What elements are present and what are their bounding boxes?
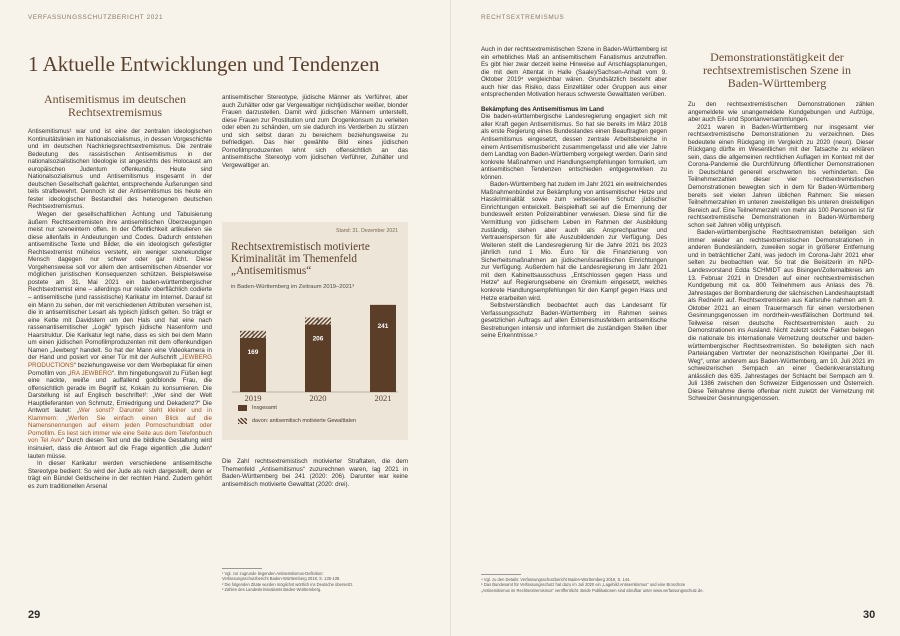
paragraph: Zu den rechtsextremistischen Demonstrationen zählen angemeldete wie unangemeldete Kundgebungen und Aufzüge, aber auch Eil- und Spontanversammlungen. (688, 101, 874, 124)
paragraph: Die baden-württembergische Landesregierung engagiert sich mit aller Kraft gegen Antisemitismus. So hat sie bereits im März 2018 als erste Regierung eines Bundeslandes einen Beauftragten gegen Antisemitismus eingesetzt, dessen zentrale Arbeitsbereiche in einem Antisemitismusbericht zusammengefasst und alle vier Jahre dem Landtag von Baden-Württemberg vorgelegt werden. Darin sind konkrete Maßnahmen und Handlungsempfehlungen formuliert, um antisemitischen Tendenzen entschieden entgegenwirken zu können. (481, 113, 667, 181)
page-number-right: 30 (863, 609, 876, 621)
footnote: ⁴ Vgl. zu den Details: Verfassungsschutzbericht Baden-Württemberg 2019, S. 144. (481, 577, 631, 582)
paragraph: In dieser Karikatur werden verschiedene antisemitische Stereotype bedient: So wird der Jude als reich dargestellt, denn er trägt ein Bündel Geldscheine in der rechten Hand. Zudem gehört es zum traditionellen Arsenal (28, 460, 212, 490)
x-tick-2021: 2021 (374, 393, 392, 403)
data-label-2021: 241 (377, 322, 389, 330)
highlight-text: JEWBERG PRODUCTIONS (28, 354, 212, 369)
paragraph: Auch in der rechtsextremistischen Szene in Baden-Württemberg ist ein erhebliches Maß an antisemitischem Fanatismus anzutreffen. Es gibt hier zwar derzeit keine Hinweise auf Anschlagsplanungen, die mit dem Attentat in Halle (Saale)/Sachsen-Anhalt vom 9. Oktober 2019⁴ vergleichbar wären. Grundsätzlich besteht aber auch hier das Risiko, dass Einzeltäter oder Gruppen aus einer entsprechenden Motivation heraus schwerste Gewalttaten verüben. (481, 46, 667, 99)
legend-swatch-solid (238, 405, 247, 411)
paragraph: antisemitischer Stereotype, jüdische Männer als Verführer, aber auch Zuhälter oder gar Vergewaltiger nichtjüdischer weißer, blonder Frauen darzustellen. Damit wird jüdischen Männern unterstellt, diese Frauen zur Prostitution und zum Drogenkonsum zu verleiten oder eben zu schänden, um sie dadurch ins Verderben zu stürzen und sich selbst daran zu bereichern beziehungsweise zu befriedigen. Das hier gewählte Bild eines jüdischen Pornofilmproduzenten lehnt sich offensichtlich an das antisemitische Stereotyp vom jüdischen Verführer, Zuhälter und Vergewaltiger an. (222, 94, 408, 169)
chart-panel (222, 222, 408, 440)
right-column-1 (481, 46, 667, 566)
paragraph: Antisemitismus¹ war und ist eine der zentralen ideologischen Kontinuitätslinien im Nationalsozialismus, in dessen Vorgeschichte und im deutschen Nachkriegsrechtsextremismus. Die zentrale Bedeutung des rassistischen Antisemitismus in der nationalsozialistischen Ideologie ist angesichts des Holocaust am europäischen Judentum offenkundig. Heute sind Nationalsozialismus und Antisemitismus insgesamt in der deutschen Gesellschaft geächtet, entsprechende Äußerungen sind teils strafbewehrt. Dennoch ist der Antisemitismus bis heute ein fester ideologischer Bestandteil des heterogenen deutschen Rechtsextremismus. (28, 128, 212, 211)
footnote: ³ Zahlen des Landeskriminalamts Baden-Württemberg. (222, 586, 322, 592)
data-label-2020: 206 (312, 335, 324, 343)
paragraph: Selbstverständlich beobachtet auch das Landesamt für Verfassungsschutz Baden-Württemberg im Rahmen seines gesetzlichen Auftrags auf allen Extremismusfeldern antisemitische Bestrebungen intensiv und informiert die zuständigen Stellen über seine Erkenntnisse.⁵ (481, 302, 667, 340)
chart-stand: Stand: 31. Dezember 2021 (335, 228, 398, 234)
legend-label: davon: antisemitisch motivierte Gewalttaten (252, 418, 356, 424)
page-number-left: 29 (28, 609, 41, 621)
footnote: ¹ Vgl. zur zugrunde liegenden Antisemitismus-Definition: (222, 571, 324, 576)
running-head-left: VERFASSUNGSSCHUTZBERICHT 2021 (28, 14, 164, 21)
bar-total-2020 (305, 318, 331, 392)
text-run: Wegen der gesellschaftlichen Ächtung und Tabuisierung äußern Rechtsextremisten ihre antisemitischen Überzeugungen meist nur szeneintern offen. In der Öffentlichkeit artikulieren sie diese allenfalls in Andeutungen und Codes. Dadurch entstehen antisemitische Texte und Bilder, die ein ideologisch gefestigter Rechtsextremist mühelos versteht, ein weniger szenekundiger Mensch dagegen nur schwer oder gar nicht. Diese Vorgehensweise soll vor allem den antisemitischen Absender vor möglichen juristischen Konsequenzen schützen. Beispielsweise postete am 31. Mai 2021 ein baden-württembergischer Rechtsextremist eine – allerdings nur relativ oberflächlich codierte – antisemitische (und rassistische) Karikatur im Internet. Darauf ist ein Mann zu sehen, der mit verschiedenen Attributen versehen ist, die in antisemitischer Lesart als typisch jüdisch gelten. So trägt er eine Kette mit Davidstern um den Hals und hat eine nach rassenantisemitischer „Logik“ typisch jüdische Nasenform und Haarstruktur. Die Karikatur legt nahe, dass es sich bei dem Mann um einen jüdischen Pornofilmproduzenten mit dem offenkundigen Namen „Jewberg“ handelt. So hat der Mann eine Videokamera in der Hand und posiert vor einer Tür mit der Aufschrift „ (28, 211, 212, 362)
footnote: „Antisemitismus im Rechtsextremismus“ veröffentlicht. Beide Publikationen sind abrufbar unter www.verfassungsschutz.de. (481, 587, 704, 593)
footnote: ² Die folgenden Zitate wurden möglichst wörtlich ins Deutsche übersetzt. (222, 581, 354, 587)
section-title-antisemitismus: Antisemitismus im deutschen Rechtsextremismus (44, 92, 186, 119)
chart-subtitle: in Baden-Württemberg im Zeitraum 2019–2021³ (231, 284, 355, 290)
chart-title: Rechtsextremistisch motivierte Kriminalität im Themenfeld „Antisemitismus“ (231, 241, 370, 277)
section-title-demonstrationen: Demonstrationstätigkeit der rechtsextremistischen Szene in Baden-Württemberg (703, 50, 851, 90)
text-run: “. Ihm hingebungsvoll zu Füßen liegt eine nackte, weiße und auffallend goldblonde Frau, die offensichtlich gerade im Begriff ist, Kokain zu konsumieren. Die Darstellung ist auf Englisch beschriftet²: „Wer sind der Welt Hauptlieferanten von Schmutz, Erniedrigung und Dekadenz?“ Die Antwort lautet: „ (28, 369, 212, 415)
subheading: Bekämpfung des Antisemitismus im Land (481, 105, 604, 113)
running-head-right: RECHTSEXTREMISMUS (481, 14, 565, 21)
footnotes-left (222, 571, 408, 592)
right-column-2 (688, 101, 874, 571)
violence-label-2019: 1 (251, 332, 255, 339)
legend-item-total (238, 405, 277, 411)
footnote-rule (222, 568, 262, 569)
footnote: Verfassungsschutzbericht Baden-Württemberg 2018, S. 135-139. (222, 576, 341, 582)
highlight-text: IRA JEWBERG (69, 369, 113, 377)
text-run: “ beziehungsweise vor dem Werbeplakat für einen Pornofilm von „ (28, 361, 212, 377)
x-tick-2019: 2019 (244, 393, 262, 403)
right-page (450, 0, 900, 636)
left-column-1 (28, 128, 212, 606)
paragraph: Die Zahl rechtsextremistisch motivierter Straftaten, die dem Themenfeld „Antisemitismus“ zuzurechnen waren, lag 2021 in Baden-Württemberg bei 241 (2020: 206). Darunter war keine antisemitisch motivierte Gewalttat (2020: drei). (222, 458, 408, 488)
footnotes-right (481, 577, 876, 593)
legend-swatch-hatch (238, 418, 247, 424)
paragraph (28, 211, 212, 460)
violence-label-2020: 3 (316, 319, 320, 326)
paragraph: 2021 waren in Baden-Württemberg nur insgesamt vier rechtsextremistische Demonstrationen zu verzeichnen. Dies bedeutete einen Rückgang im Vergleich zu 2020 (neun). Dieser Rückgang dürfte im Wesentlichen mit der Tatsache zu erklären sein, dass die allgemeinen rechtlichen Auflagen im Kontext mit der Corona-Pandemie die Durchführung öffentlicher Demonstrationen in Deutschland generell erschwerten bis verhinderten. Die Teilnehmerzahlen dieser vier rechtsextremistischen Demonstrationen bewegten sich in dem für Baden-Württemberg bereits seit vielen Jahren üblichen Rahmen: Sie wiesen Teilnehmerzahlen im unteren zweistelligen bis unteren dreistelligen Bereich auf. Eine Teilnehmerzahl von mehr als 100 Personen ist für rechtsextremistische Demonstrationen in Baden-Württemberg schon seit Jahren völlig untypisch. (688, 123, 874, 229)
footnote: ⁵ Das Bundesamt für Verfassungsschutz hat dazu im Juli 2020 ein „Lagebild Antisemitismus“ und eine Broschüre (481, 582, 686, 588)
legend-label: Insgesamt (252, 405, 277, 411)
footnote-rule (481, 574, 521, 575)
highlight-text: Wer sonst? Darunter steht kleiner und in Klammern: „Werfen Sie einfach einen Blick auf die Namensnennungen auf einem jeden Pornoschundblatt oder Pornofilm. Es liest sich immer wie eine Seite aus dem Telefonbuch von Tel Aviv (28, 407, 212, 445)
bar-total-2019 (240, 331, 266, 392)
paragraph: Baden-württembergische Rechtsextremisten beteiligen sich immer wieder an rechtsextremistischen Demonstrationen in anderen Bundesländern, zuweilen sogar in größerer Entfernung und in beträchtlicher Zahl, was jedoch im Corona-Jahr 2021 eher selten zu beobachten war. So trat die Beisitzerin im NPD-Landesvorstand Edda SCHMIDT aus Bisingen/Zollernalbkreis am 13. Februar 2021 in Dresden auf einer rechtsextremistischen Kundgebung mit ca. 800 Teilnehmern aus Anlass des 76. Jahrestages der Bombardierung der sächsischen Landeshauptstadt als Rednerin auf. Rechtsextremisten aus Karlsruhe nahmen am 9. Oktober 2021 an einem Trauermarsch für einen verstorbenen Gesinnungsgenossen im nordrhein-westfälischen Dortmund teil. Teilweise reisen deutsche Rechtsextremisten auch zu Demonstrationen ins Ausland. Nicht zuletzt solche Fakten belegen die nationale bis internationale Vernetzung deutscher und baden-württembergischer Rechtsextremisten. So beteiligten sich nach Parteiangaben Vertreter der neonazistischen Kleinpartei „Der III. Weg“, unter anderem aus Baden-Württemberg, am 10. Juli 2021 im schweizerischen Sempach an einer Gedenkveranstaltung anlässlich des 635. Jahrestages der Schlacht bei Sempach am 9. Juli 1386 zwischen den Schweizer Eidgenossen und Österreich. Diese Teilnahme diente offenbar nicht zuletzt der Vernetzung mit Schweizer Gesinnungsgenossen. (688, 229, 874, 403)
x-tick-2020: 2020 (309, 393, 327, 403)
left-column-2-top (222, 94, 408, 169)
bar-total-2021 (370, 305, 396, 392)
paragraph: Baden-Württemberg hat zudem im Jahr 2021 ein weitreichendes Maßnahmenbündel zur Bekämpfung von antisemitischer Hetze und Hasskriminalität sowie zum verbesserten Schutz jüdischer Einrichtungen entwickelt. Beispielhaft sei auf die Ernennung der bundesweit ersten Polizeirabbiner verwiesen. Diese sind für die Vermittlung von jüdischem Leben im Rahmen der Ausbildung zuständig, stehen aber auch als Ansprechpartner und Vertrauensperson für alle Auszubildenden zur Verfügung. Des Weiteren stellt die Landesregierung für die Jahre 2021 bis 2023 jährlich rund 1 Mio. Euro für die Finanzierung von Sicherheitsmaßnahmen an jüdischen/israelitischen Einrichtungen zur Verfügung. Außerdem hat die Landesregierung im Jahr 2021 mit dem Kabinettsausschuss „Entschlossen gegen Hass und Hetze“ auf Regierungsebene ein Gremium eingesetzt, welches konkrete Handlungsempfehlungen für den Kampf gegen Hass und Hetze erarbeiten wird. (481, 181, 667, 302)
left-column-2-bottom (222, 458, 408, 488)
legend-item-violence (238, 418, 356, 424)
text-run: “ Durch diesen Text und die bildliche Gestaltung wird insinuiert, dass die Antwort auf die Frage eigentlich „die Juden“ lauten müsse. (28, 437, 212, 460)
data-label-2019: 169 (247, 348, 259, 356)
chapter-title: 1 Aktuelle Entwicklungen und Tendenzen (28, 52, 380, 76)
